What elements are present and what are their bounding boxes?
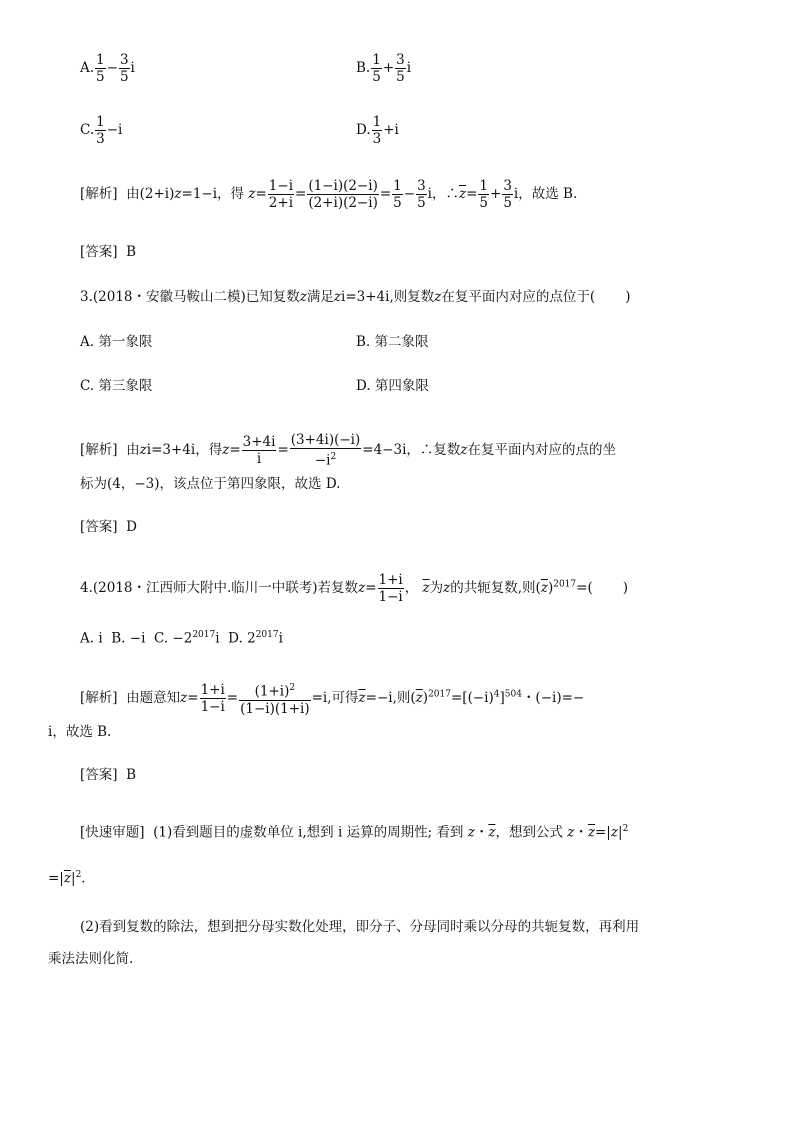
- fraction: $\frac{1+i}{1-i}$: [200, 681, 225, 715]
- fraction: $\frac{1+i}{1-i}$: [378, 572, 403, 605]
- analysis-q3: [解析] 由zi=3+4i，得z= $\frac{3+4i}{i}$ = $\frac{(3+4i)(-i)}{-i^2}$ =4−3i，∴复数z在复平面内对应的点的坐: [80, 432, 617, 469]
- question-4-stem: 4.(2018・江西师大附中.临川一中联考)若复数z= $\frac{1+i}{1-i}$ ， $\overline{z}$为z的共轭复数,则$(\overline{z})^{2017}=$( ): [80, 572, 629, 605]
- fraction: $\frac{3}{5}$: [396, 52, 405, 85]
- fraction: $\frac{1}{3}$: [372, 114, 382, 147]
- fraction: $\frac{1}{3}$: [96, 114, 105, 147]
- fraction: $\frac{(1-i)(2-i)}{(2+i)(2-i)}$: [308, 178, 378, 211]
- analysis-q4-line2: i，故选 B.: [48, 724, 112, 740]
- question-3-stem: 3.(2018・安徽马鞍山二模)已知复数z满足zi=3+4i,则复数z在复平面内对应的点位于( ): [80, 289, 631, 305]
- answer-q3: [答案] D: [80, 519, 137, 535]
- fraction: $\frac{(1+i)^2}{(1-i)(1+i)}$: [239, 680, 311, 717]
- fraction: $\frac{1}{5}$: [96, 52, 105, 85]
- fraction: $\frac{(3+4i)(-i)}{-i^2}$: [290, 432, 361, 469]
- fraction: $\frac{3+4i}{i}$: [242, 433, 276, 467]
- answer-q4: [答案] B: [80, 767, 137, 783]
- fraction: $\frac{1}{5}$: [393, 178, 402, 211]
- review-paragraph-2-line2: 乘法法则化简.: [48, 951, 134, 967]
- fraction: $\frac{1-i}{2+i}$: [268, 178, 294, 211]
- analysis-q2: [解析] 由(2+i)z=1−i，得 z= $\frac{1-i}{2+i}$ = $\frac{(1-i)(2-i)}{(2+i)(2-i)}$ = $\frac{1}{5}$ − $\frac{3}{5}$ i，$\therefore\overline{z}=$ $\frac{1}{5}$ + $\frac{3}{5}$ i，故选 B.: [80, 178, 578, 211]
- review-paragraph-2: (2)看到复数的除法，想到把分母实数化处理，即分子、分母同时乘以分母的共轭复数，再利用: [80, 919, 640, 935]
- fraction: $\frac{1}{5}$: [479, 178, 489, 211]
- option-d: D. 第四象限: [356, 378, 429, 394]
- question-4-options: A. i B. −i C. $-2^{2017}i$ D. $2^{2017}i$: [80, 630, 283, 647]
- analysis-q3-line2: 标为(4，−3)，该点位于第四象限，故选 D.: [80, 476, 341, 492]
- option-b: B. $\frac{1}{5}$ + $\frac{3}{5}$ i: [356, 52, 412, 85]
- option-c: C. $\frac{1}{3}$ −i: [80, 114, 123, 147]
- option-b: B. 第二象限: [356, 334, 429, 350]
- fraction: $\frac{1}{5}$: [372, 52, 381, 85]
- analysis-q4: [解析] 由题意知z= $\frac{1+i}{1-i}$ = $\frac{(1+i)^2}{(1-i)(1+i)}$ =i,可得$\overline{z}=-i$,则$(\overline{z})^{2017}=[(-i)^4]^{504}$・(−i)=−: [80, 681, 585, 717]
- option-d: D. $\frac{1}{3}$ +i: [356, 114, 399, 147]
- fraction: $\frac{3}{5}$: [119, 52, 129, 85]
- fraction: $\frac{3}{5}$: [417, 178, 426, 211]
- quick-review: [快速审题] (1)看到题目的虚数单位 i,想到 i 运算的周期性; 看到 z・$\overline{z}$，想到公式 z・$\overline{z}=|z|^2$: [80, 824, 629, 841]
- option-c: C. 第三象限: [80, 378, 153, 394]
- option-a: A. $\frac{1}{5}$ − $\frac{3}{5}$ i: [80, 52, 135, 85]
- quick-review-line2: $=|\overline{z}|^2$.: [48, 870, 86, 887]
- fraction: $\frac{3}{5}$: [503, 178, 512, 211]
- answer-q2: [答案] B: [80, 244, 137, 260]
- option-a: A. 第一象限: [80, 334, 153, 350]
